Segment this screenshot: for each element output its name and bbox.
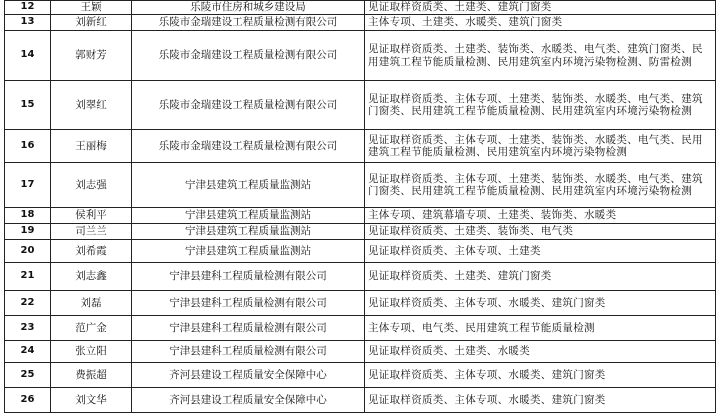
- person-name: 刘志强: [51, 163, 132, 208]
- unit-name: 宁津县建科工程质量检测有限公司: [132, 263, 365, 291]
- table-row: [5, 363, 716, 388]
- qualification-scope: 主体专项、土建类、水暖类、建筑门窗类: [365, 15, 716, 31]
- qualification-scope: 见证取样资质类、主体专项、土建类、装饰类、水暖类、电气类、建筑门窗类、民用建筑工程节能质量检测、民用建筑室内环境污染物检测: [365, 81, 716, 130]
- row-number: 18: [5, 208, 51, 224]
- unit-name: 乐陵市金瑞建设工程质量检测有限公司: [132, 31, 365, 81]
- table-row: [5, 130, 716, 163]
- qualification-scope: 见证取样资质类、土建类、水暖类: [365, 341, 716, 363]
- qualification-scope: 见证取样资质类、主体专项、土建类: [365, 240, 716, 263]
- row-number: 17: [5, 163, 51, 208]
- qualification-scope: 见证取样资质类、土建类、装饰类、水暖类、电气类、建筑门窗类、民用建筑工程节能质量检测、民用建筑室内环境污染物检测、防雷检测: [365, 31, 716, 81]
- person-name: 费振超: [51, 363, 132, 388]
- table-row: [5, 208, 716, 224]
- unit-name: 宁津县建科工程质量检测有限公司: [132, 316, 365, 341]
- row-number: 23: [5, 316, 51, 341]
- person-name: 范广金: [51, 316, 132, 341]
- person-name: 王丽梅: [51, 130, 132, 163]
- row-number: 14: [5, 31, 51, 81]
- person-name: 刘磊: [51, 291, 132, 316]
- table-row: [5, 291, 716, 316]
- unit-name: 宁津县建筑工程质量监测站: [132, 163, 365, 208]
- table-row: [5, 316, 716, 341]
- unit-name: 宁津县建筑工程质量监测站: [132, 208, 365, 224]
- qualification-scope: 主体专项、建筑幕墙专项、土建类、装饰类、水暖类: [365, 208, 716, 224]
- table-row: [5, 31, 716, 81]
- table-row: [5, 263, 716, 291]
- person-name: 王颖: [51, 1, 132, 15]
- unit-name: 乐陵市金瑞建设工程质量检测有限公司: [132, 130, 365, 163]
- row-number: 16: [5, 130, 51, 163]
- person-name: 刘志鑫: [51, 263, 132, 291]
- personnel-table: [4, 0, 716, 413]
- person-name: 郭财芳: [51, 31, 132, 81]
- qualification-scope: 见证取样资质类、主体专项、水暖类、建筑门窗类: [365, 291, 716, 316]
- person-name: 刘文华: [51, 388, 132, 413]
- table-row: [5, 15, 716, 31]
- row-number: 21: [5, 263, 51, 291]
- unit-name: 乐陵市金瑞建设工程质量检测有限公司: [132, 15, 365, 31]
- qualification-scope: 见证取样资质类、土建类、建筑门窗类: [365, 1, 716, 15]
- person-name: 刘新红: [51, 15, 132, 31]
- qualification-scope: 见证取样资质类、土建类、建筑门窗类: [365, 263, 716, 291]
- table-row: [5, 163, 716, 208]
- qualification-scope: 见证取样资质类、主体专项、土建类、装饰类、水暖类、电气类、民用建筑工程节能质量检测、民用建筑室内环境污染物检测: [365, 130, 716, 163]
- table-row: [5, 224, 716, 240]
- person-name: 侯利平: [51, 208, 132, 224]
- qualification-scope: 见证取样资质类、土建类、装饰类、电气类: [365, 224, 716, 240]
- qualification-scope: 见证取样资质类、主体专项、水暖类、建筑门窗类: [365, 388, 716, 413]
- qualification-scope: 主体专项、电气类、民用建筑工程节能质量检测: [365, 316, 716, 341]
- row-number: 22: [5, 291, 51, 316]
- unit-name: 宁津县建科工程质量检测有限公司: [132, 291, 365, 316]
- person-name: 司兰兰: [51, 224, 132, 240]
- row-number: 13: [5, 15, 51, 31]
- unit-name: 齐河县建设工程质量安全保障中心: [132, 363, 365, 388]
- qualification-scope: 见证取样资质类、主体专项、土建类、装饰类、水暖类、电气类、建筑门窗类、民用建筑工程节能质量检测、民用建筑室内环境污染物检测: [365, 163, 716, 208]
- unit-name: 宁津县建筑工程质量监测站: [132, 224, 365, 240]
- row-number: 15: [5, 81, 51, 130]
- row-number: 19: [5, 224, 51, 240]
- qualification-scope: 见证取样资质类、主体专项、水暖类、建筑门窗类: [365, 363, 716, 388]
- person-name: 刘翠红: [51, 81, 132, 130]
- table-row: [5, 81, 716, 130]
- table-row: [5, 240, 716, 263]
- row-number: 12: [5, 1, 51, 15]
- table-row: [5, 388, 716, 413]
- unit-name: 乐陵市住房和城乡建设局: [132, 1, 365, 15]
- unit-name: 乐陵市金瑞建设工程质量检测有限公司: [132, 81, 365, 130]
- person-name: 张立阳: [51, 341, 132, 363]
- person-name: 刘希霞: [51, 240, 132, 263]
- table-row: [5, 1, 716, 15]
- table-row: [5, 341, 716, 363]
- row-number: 24: [5, 341, 51, 363]
- unit-name: 宁津县建筑工程质量监测站: [132, 240, 365, 263]
- row-number: 25: [5, 363, 51, 388]
- unit-name: 宁津县建科工程质量检测有限公司: [132, 341, 365, 363]
- row-number: 20: [5, 240, 51, 263]
- unit-name: 齐河县建设工程质量安全保障中心: [132, 388, 365, 413]
- row-number: 26: [5, 388, 51, 413]
